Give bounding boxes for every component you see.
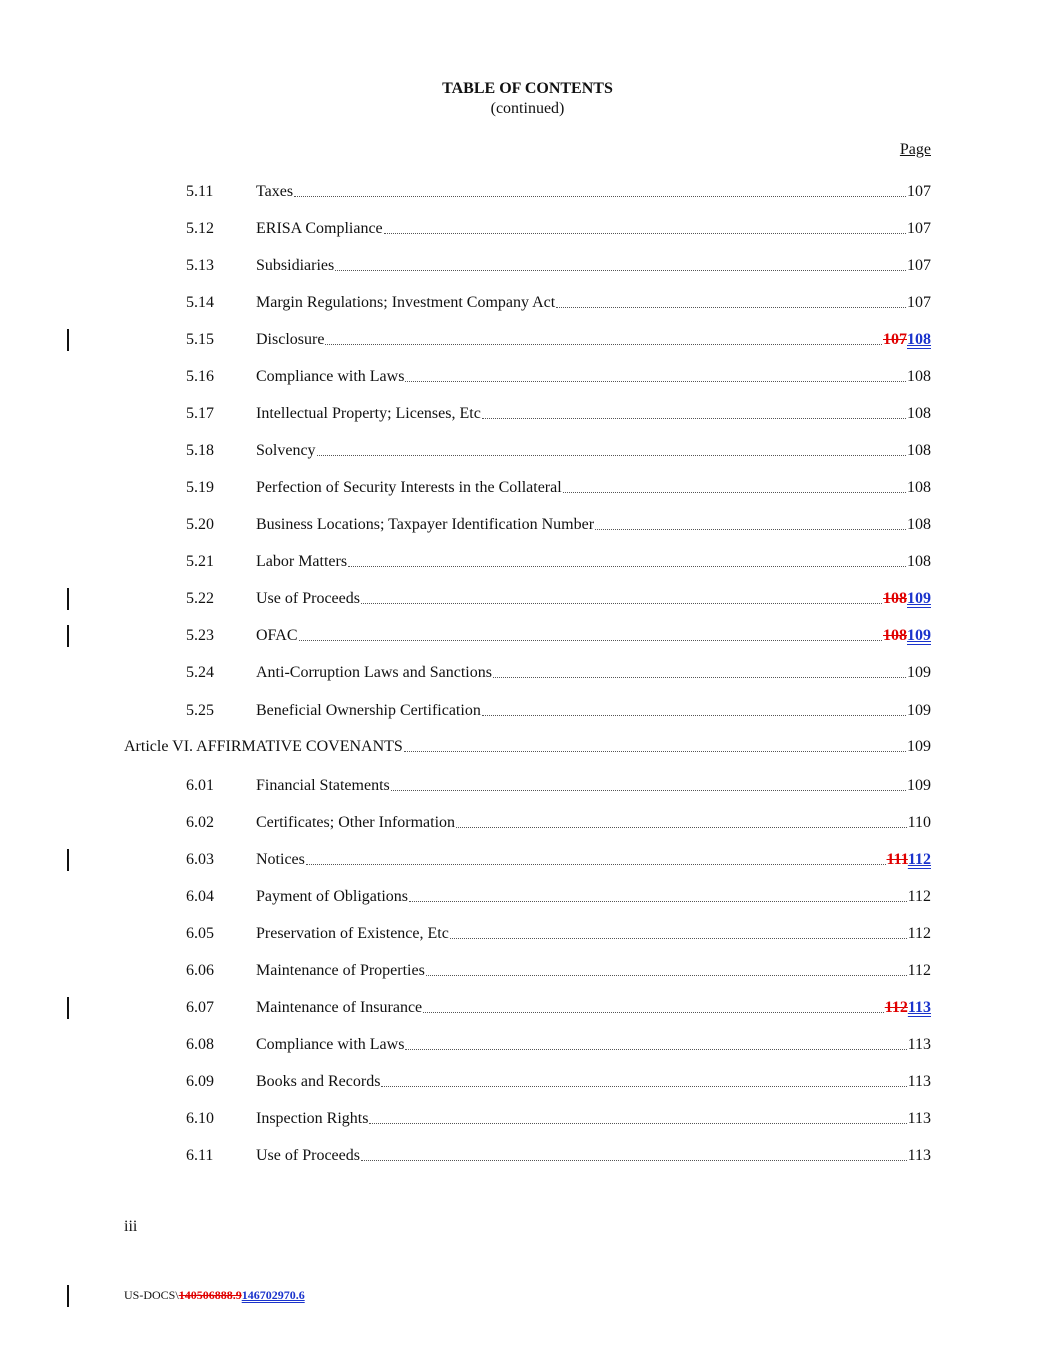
- section-number: 5.11: [186, 183, 214, 200]
- section-title: Compliance with Laws: [256, 368, 405, 385]
- section-title: Article VI. AFFIRMATIVE COVENANTS: [124, 738, 403, 755]
- change-bar: [67, 1285, 69, 1307]
- section-title: ERISA Compliance: [256, 220, 383, 237]
- page-number: 109: [907, 738, 931, 755]
- footer-deleted-id: 140506888.9: [178, 1288, 242, 1302]
- page-number: 112: [907, 888, 931, 905]
- section-title: Anti-Corruption Laws and Sanctions: [256, 664, 492, 681]
- dot-leader: [450, 923, 907, 939]
- section-title: Inspection Rights: [256, 1110, 369, 1127]
- section-number: 6.10: [186, 1110, 214, 1127]
- section-title: OFAC: [256, 627, 298, 644]
- page-number: [883, 588, 931, 610]
- toc-entry: [124, 775, 931, 797]
- page-number: 109: [907, 664, 931, 681]
- page-column-heading: Page: [899, 141, 931, 158]
- change-bar: [67, 997, 69, 1019]
- section-number: 5.19: [186, 479, 214, 496]
- dot-leader: [335, 255, 906, 271]
- toc-entry: [124, 1108, 931, 1130]
- section-number: 5.16: [186, 368, 214, 385]
- page-number: 113: [907, 1147, 931, 1164]
- dot-leader: [317, 440, 906, 456]
- section-number: 6.11: [186, 1147, 214, 1164]
- section-number: 5.12: [186, 220, 214, 237]
- deleted-page-number: 107: [883, 331, 907, 348]
- page-number: 108: [907, 516, 931, 533]
- deleted-page-number: 111: [886, 851, 908, 868]
- document-id-footer: [124, 1288, 305, 1303]
- section-number: 6.04: [186, 888, 214, 905]
- section-number: 5.14: [186, 294, 214, 311]
- dot-leader: [563, 477, 906, 493]
- dot-leader: [369, 1108, 906, 1124]
- section-number: 5.23: [186, 627, 214, 644]
- section-number: 6.07: [186, 999, 214, 1016]
- page-number: 107: [907, 183, 931, 200]
- toc-article-heading: [124, 736, 931, 758]
- toc-entry: [124, 292, 931, 314]
- dot-leader: [391, 775, 906, 791]
- dot-leader: [361, 588, 882, 604]
- toc-entry: [124, 923, 931, 945]
- section-number: 6.02: [186, 814, 214, 831]
- toc-entry: [124, 514, 931, 536]
- page-number: 107: [907, 257, 931, 274]
- toc-entry: [124, 181, 931, 203]
- change-bar: [67, 588, 69, 610]
- section-title: Maintenance of Insurance: [256, 999, 423, 1016]
- section-title: Perfection of Security Interests in the Collateral: [256, 479, 562, 496]
- section-title: Financial Statements: [256, 777, 390, 794]
- section-title: Disclosure: [256, 331, 325, 348]
- toc-entry: [124, 1145, 931, 1167]
- section-title: Preservation of Existence, Etc: [256, 925, 449, 942]
- page-number: 108: [907, 442, 931, 459]
- page-number: 108: [907, 368, 931, 385]
- dot-leader: [294, 181, 906, 197]
- footer-inserted-id: 146702970.6: [241, 1288, 305, 1302]
- section-title: Intellectual Property; Licenses, Etc: [256, 405, 481, 422]
- toc-entry: [124, 997, 931, 1019]
- inserted-page-number: 109: [907, 627, 931, 644]
- section-title: Notices: [256, 851, 305, 868]
- section-number: 5.21: [186, 553, 214, 570]
- toc-entry: [124, 440, 931, 462]
- page-number: 112: [907, 962, 931, 979]
- toc-entry: [124, 1071, 931, 1093]
- toc-entry: [124, 1034, 931, 1056]
- toc-entry: [124, 662, 931, 684]
- deleted-page-number: 112: [884, 999, 908, 1016]
- toc-title: TABLE OF CONTENTS: [442, 80, 613, 97]
- section-number: 6.08: [186, 1036, 214, 1053]
- dot-leader: [556, 292, 906, 308]
- dot-leader: [325, 329, 882, 345]
- section-title: Labor Matters: [256, 553, 348, 570]
- section-number: 6.06: [186, 962, 214, 979]
- footer-prefix: US-DOCS\: [124, 1288, 179, 1302]
- page-number: 107: [907, 294, 931, 311]
- section-title: Beneficial Ownership Certification: [256, 702, 481, 719]
- section-number: 6.03: [186, 851, 214, 868]
- toc-entry: [124, 329, 931, 351]
- page-number: 110: [907, 814, 931, 831]
- toc-entry: [124, 403, 931, 425]
- inserted-page-number: 112: [907, 851, 931, 868]
- dot-leader: [423, 997, 884, 1013]
- page-number: 107: [907, 220, 931, 237]
- toc-entry: [124, 477, 931, 499]
- page-folio: iii: [124, 1218, 138, 1235]
- toc-entry: [124, 255, 931, 277]
- page-number: 113: [907, 1110, 931, 1127]
- page-number: 109: [907, 702, 931, 719]
- dot-leader: [299, 625, 883, 641]
- section-number: 6.05: [186, 925, 214, 942]
- dot-leader: [482, 700, 906, 716]
- page-number: 112: [907, 925, 931, 942]
- dot-leader: [384, 218, 906, 234]
- section-number: 5.24: [186, 664, 214, 681]
- toc-entry: [124, 366, 931, 388]
- inserted-page-number: 113: [907, 999, 931, 1016]
- section-number: 5.17: [186, 405, 214, 422]
- section-number: 5.18: [186, 442, 214, 459]
- dot-leader: [456, 812, 907, 828]
- page-number: 108: [907, 479, 931, 496]
- page-number: 109: [907, 777, 931, 794]
- toc-entry: [124, 551, 931, 573]
- deleted-page-number: 108: [883, 590, 907, 607]
- dot-leader: [426, 960, 907, 976]
- section-number: 5.20: [186, 516, 214, 533]
- section-number: 5.22: [186, 590, 214, 607]
- dot-leader: [493, 662, 906, 678]
- toc-subtitle: (continued): [490, 100, 565, 117]
- section-title: Use of Proceeds: [256, 1147, 360, 1164]
- toc-entry: [124, 886, 931, 908]
- dot-leader: [361, 1145, 907, 1161]
- change-bar: [67, 849, 69, 871]
- page-number: [883, 329, 931, 351]
- section-number: 5.25: [186, 702, 214, 719]
- section-number: 6.09: [186, 1073, 214, 1090]
- dot-leader: [404, 736, 906, 752]
- section-title: Maintenance of Properties: [256, 962, 425, 979]
- page-number: [887, 849, 931, 871]
- page-number: [883, 625, 931, 647]
- section-number: 5.13: [186, 257, 214, 274]
- dot-leader: [409, 886, 907, 902]
- toc-entry: [124, 588, 931, 610]
- dot-leader: [595, 514, 906, 530]
- deleted-page-number: 108: [883, 627, 907, 644]
- page-number: 108: [907, 405, 931, 422]
- dot-leader: [381, 1071, 906, 1087]
- page-number: [885, 997, 931, 1019]
- section-title: Business Locations; Taxpayer Identification Number: [256, 516, 595, 533]
- section-title: Subsidiaries: [256, 257, 335, 274]
- section-number: 5.15: [186, 331, 214, 348]
- toc-entry: [124, 625, 931, 647]
- dot-leader: [405, 1034, 906, 1050]
- section-title: Books and Records: [256, 1073, 381, 1090]
- page-number: 113: [907, 1073, 931, 1090]
- dot-leader: [306, 849, 886, 865]
- toc-entry: [124, 700, 931, 722]
- toc-entry: [124, 812, 931, 834]
- section-title: Compliance with Laws: [256, 1036, 405, 1053]
- page-number: 113: [907, 1036, 931, 1053]
- section-title: Certificates; Other Information: [256, 814, 456, 831]
- change-bar: [67, 329, 69, 351]
- section-number: 6.01: [186, 777, 214, 794]
- inserted-page-number: 109: [907, 590, 931, 607]
- dot-leader: [348, 551, 906, 567]
- section-title: Solvency: [256, 442, 316, 459]
- section-title: Payment of Obligations: [256, 888, 408, 905]
- section-title: Taxes: [256, 183, 294, 200]
- page-number: 108: [907, 553, 931, 570]
- section-title: Margin Regulations; Investment Company Act: [256, 294, 556, 311]
- toc-entry: [124, 849, 931, 871]
- toc-entry: [124, 218, 931, 240]
- section-title: Use of Proceeds: [256, 590, 360, 607]
- toc-entry: [124, 960, 931, 982]
- dot-leader: [405, 366, 906, 382]
- dot-leader: [482, 403, 906, 419]
- change-bar: [67, 625, 69, 647]
- inserted-page-number: 108: [907, 331, 931, 348]
